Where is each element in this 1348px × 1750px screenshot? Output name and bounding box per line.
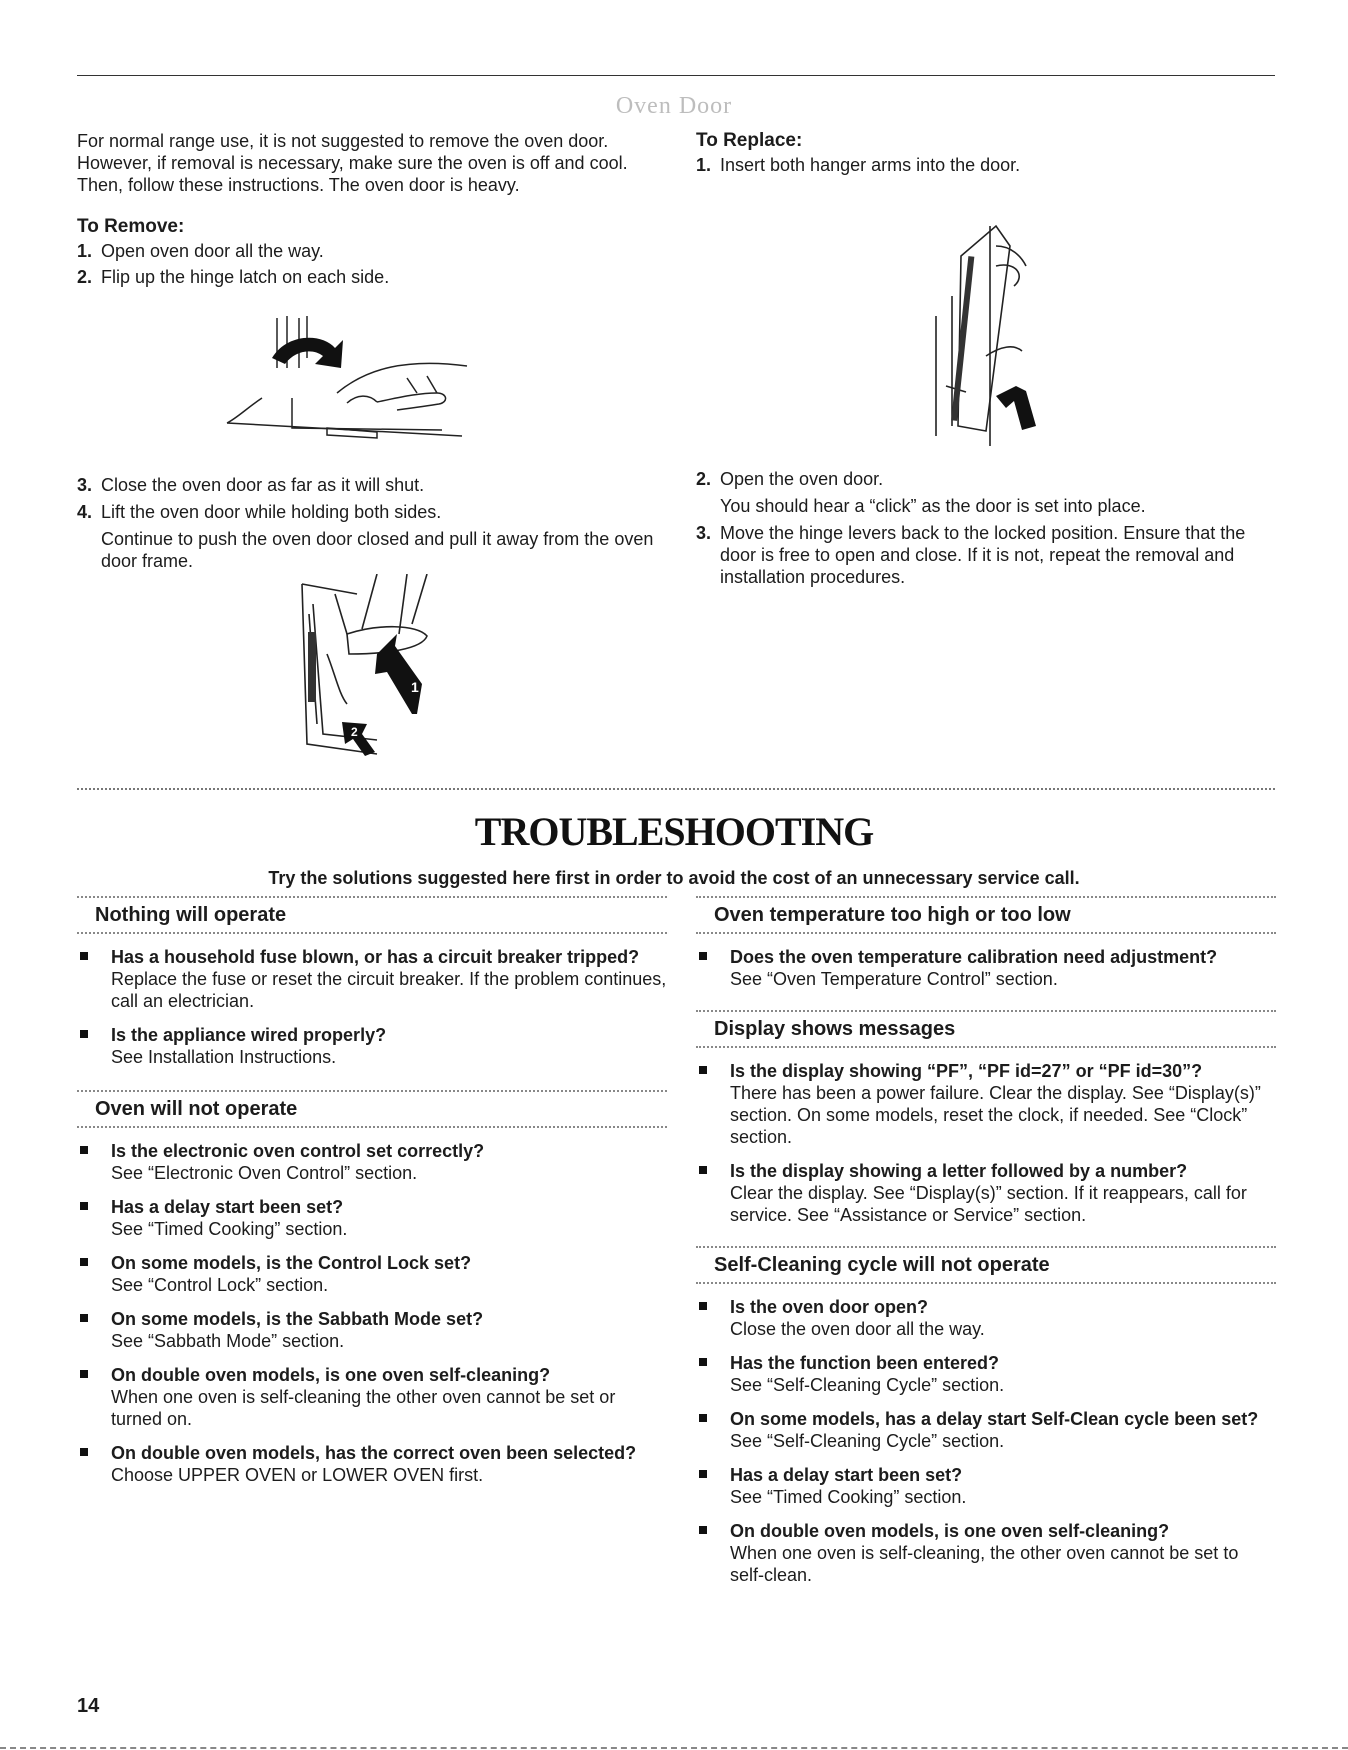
oven-door-right-column [696, 130, 1276, 588]
solution-item: On some models, is the Control Lock set? See “Control Lock” section. [77, 1252, 667, 1296]
solution-item: Is the electronic oven control set correctly? See “Electronic Oven Control” section. [77, 1140, 667, 1184]
figure-step-label-1: 1 [411, 679, 419, 695]
solution-item: On some models, is the Sabbath Mode set? See “Sabbath Mode” section. [77, 1308, 667, 1352]
remove-step-4-note: Continue to push the oven door closed and pull it away from the oven door frame. [101, 529, 654, 571]
solution-item: On double oven models, is one oven self-cleaning? When one oven is self-cleaning, the other oven cannot be set to self-clean. [696, 1520, 1276, 1586]
remove-step-4: 4. Lift the oven door while holding both sides. [77, 502, 442, 522]
bottom-edge-rule [0, 1747, 1348, 1749]
remove-step-3: 3. Close the oven door as far as it will shut. [77, 475, 425, 495]
section-divider [77, 788, 1275, 790]
lift-door-illustration [77, 574, 667, 764]
problem-heading-oven-not-operate: Oven will not operate [77, 1090, 667, 1128]
solution-item: Does the oven temperature calibration need adjustment? See “Oven Temperature Control” section. [696, 946, 1276, 990]
troubleshooting-left-column [77, 888, 667, 1486]
problem-heading-nothing-operates: Nothing will operate [77, 896, 667, 934]
hanger-arms-illustration [696, 186, 1276, 456]
troubleshooting-intro: Try the solutions suggested here first in order to avoid the cost of an unnecessary service call. [268, 868, 1080, 888]
solution-item: Has a delay start been set? See “Timed Cooking” section. [77, 1196, 667, 1240]
solution-item: Has a household fuse blown, or has a circuit breaker tripped? Replace the fuse or reset the circuit breaker. If the problem continues, call an electrician. [77, 946, 667, 1012]
solution-item: Is the oven door open? Close the oven door all the way. [696, 1296, 1276, 1340]
solution-item: Has the function been entered? See “Self-Cleaning Cycle” section. [696, 1352, 1276, 1396]
problem-heading-self-cleaning: Self-Cleaning cycle will not operate [696, 1246, 1276, 1284]
troubleshooting-title: TROUBLESHOOTING [474, 809, 874, 854]
figure-step-label-2: 2 [351, 725, 358, 739]
troubleshooting-right-column [696, 888, 1276, 1586]
to-remove-heading: To Remove: [77, 216, 185, 237]
replace-step-2-note: You should hear a “click” as the door is set into place. [720, 496, 1146, 516]
solution-item: On some models, has a delay start Self-Clean cycle been set? See “Self-Cleaning Cycle” section. [696, 1408, 1276, 1452]
replace-step-3: 3. Move the hinge levers back to the locked position. Ensure that the door is free to open and close. If it is not, repeat the removal and installation procedures. [696, 523, 1246, 587]
replace-step-1: 1. Insert both hanger arms into the door. [696, 155, 1021, 175]
solution-item: Is the display showing a letter followed by a number? Clear the display. See “Display(s)” section. If it reappears, call for service. See “Assistance or Service” section. [696, 1160, 1276, 1226]
remove-step-2: 2. Flip up the hinge latch on each side. [77, 267, 390, 287]
solution-item: On double oven models, is one oven self-cleaning? When one oven is self-cleaning the other oven cannot be set or turned on. [77, 1364, 667, 1430]
replace-step-2: 2. Open the oven door. [696, 469, 884, 489]
oven-door-left-column [77, 130, 667, 764]
problem-heading-oven-temperature: Oven temperature too high or too low [696, 896, 1276, 934]
hinge-latch-illustration [77, 298, 667, 458]
top-rule [77, 75, 1275, 76]
oven-door-section-title: Oven Door [615, 93, 733, 119]
solution-item: Is the display showing “PF”, “PF id=27” or “PF id=30”? There has been a power failure. Clear the display. See “Display(s)” section. On some models, reset the clock, if needed. See “Clock” section. [696, 1060, 1276, 1148]
remove-step-1: 1. Open oven door all the way. [77, 241, 324, 261]
problem-heading-display-messages: Display shows messages [696, 1010, 1276, 1048]
insert-arrow-icon [996, 386, 1036, 430]
solution-item: Is the appliance wired properly? See Installation Instructions. [77, 1024, 667, 1068]
oven-door-intro: For normal range use, it is not suggested to remove the oven door. However, if removal is necessary, make sure the oven is off and cool. Then, follow these instructions. The oven door is heavy. [77, 131, 628, 195]
solution-item: Has a delay start been set? See “Timed Cooking” section. [696, 1464, 1276, 1508]
page-number: 14 [77, 1695, 100, 1717]
to-replace-heading: To Replace: [696, 130, 803, 151]
solution-item: On double oven models, has the correct oven been selected? Choose UPPER OVEN or LOWER OVEN first. [77, 1442, 667, 1486]
